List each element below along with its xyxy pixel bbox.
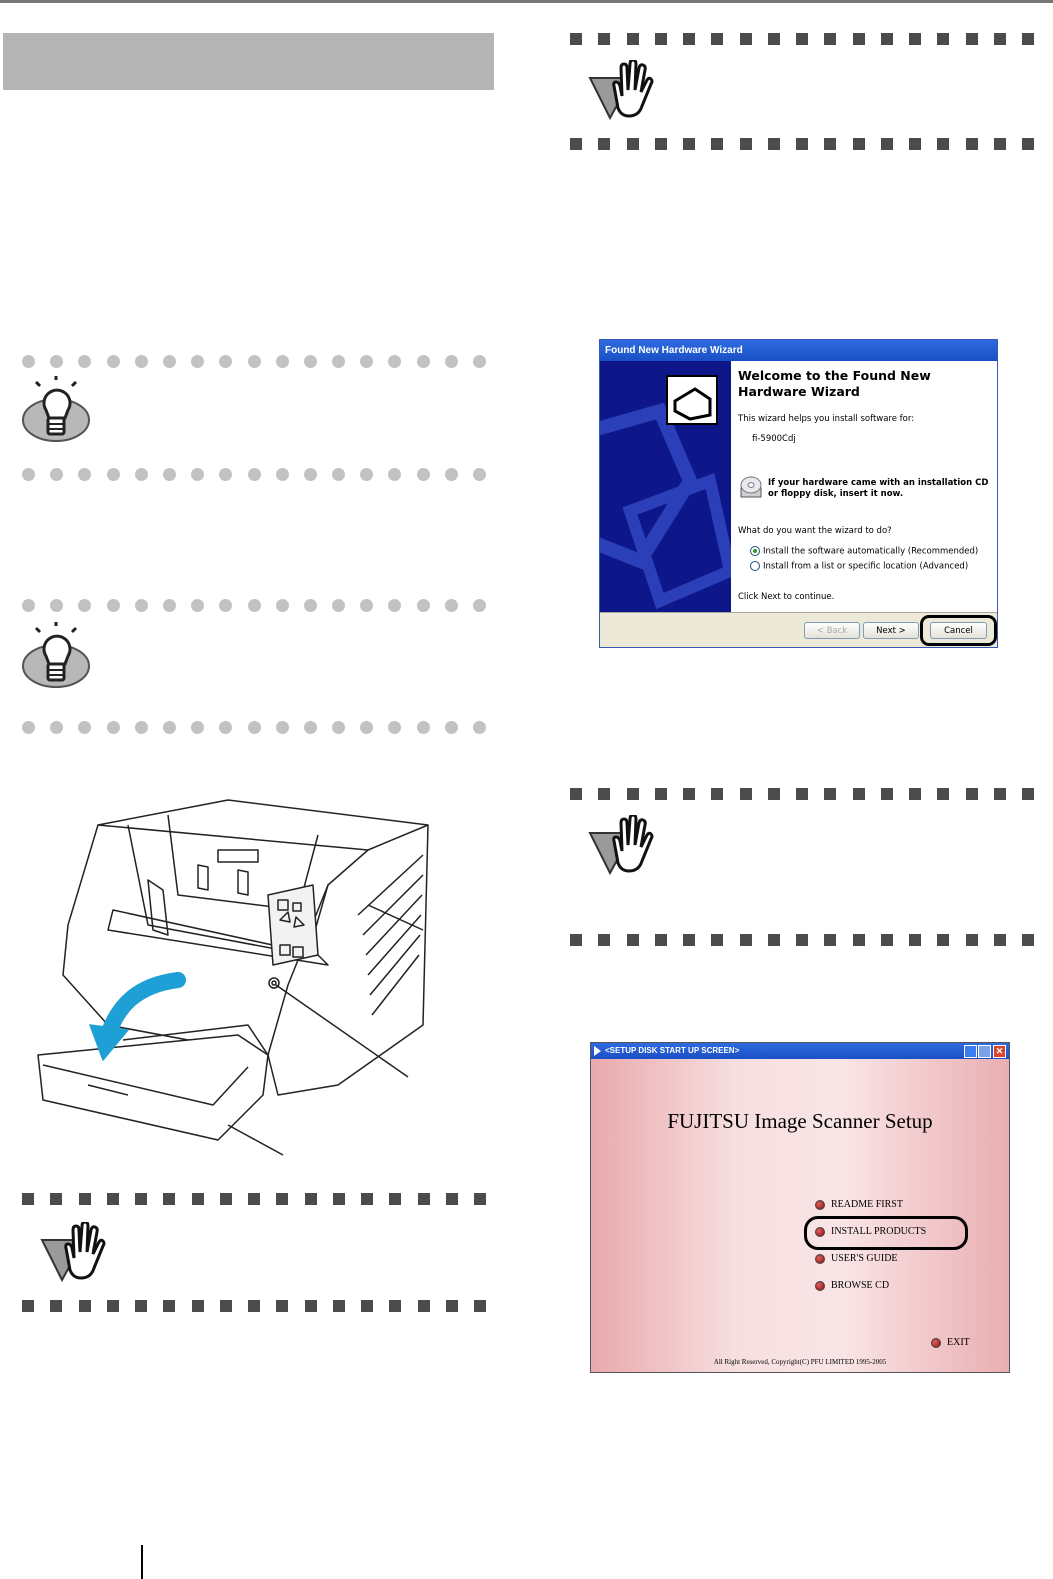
setup-title: FUJITSU Image Scanner Setup [667,1109,933,1133]
exit-button[interactable] [931,1337,970,1348]
hint-bottom-dots [22,467,486,481]
menu-users-guide[interactable] [815,1253,898,1264]
back-button[interactable]: < Back [804,622,860,639]
top-rule [0,0,1053,3]
menu-readme-first-label: README FIRST [831,1199,903,1210]
section-header-bar [3,33,494,90]
wizard-continue-text: Click Next to continue. [738,592,835,602]
page-footer-rule [141,1545,143,1579]
wizard-question: What do you want the wizard to do? [738,526,892,536]
setup-window-title: <SETUP DISK START UP SCREEN> [605,1046,740,1055]
setup-titlebar [591,1043,1009,1059]
radio-unselected-icon[interactable] [750,561,760,571]
next-button[interactable]: Next > [863,622,919,639]
scanner-illustration [28,795,438,1165]
menu-browse-cd[interactable] [815,1280,889,1291]
setup-copyright: All Right Reserved, Copyright(C) PFU LIMITED 1995-2005 [713,1358,887,1366]
right-caution-bottom-squares [570,138,1034,150]
wizard-device-name: fi-5900Cdj [752,434,796,444]
red-bullet-icon [931,1338,941,1348]
hint2-bottom-dots [22,720,486,734]
setup-disk-window [590,1042,1010,1373]
wizard-option-auto-label: Install the software automatically (Recommended) [763,546,979,557]
right-caution2-hand-icon [588,815,660,875]
hint2-lightbulb-icon [20,622,98,692]
found-new-hardware-wizard [599,339,998,648]
wizard-intro-text: This wizard helps you install software for: [738,414,915,424]
cancel-highlight-ring [920,615,997,646]
minimize-icon[interactable] [964,1045,977,1058]
wizard-titlebar: Found New Hardware Wizard [600,340,997,361]
menu-install-products-label: INSTALL PRODUCTS [831,1226,927,1237]
radio-selected-icon[interactable] [750,546,760,556]
menu-users-guide-label: USER'S GUIDE [831,1253,898,1264]
wizard-option-manual-label: Install from a list or specific location (Advanced) [763,561,969,572]
wizard-heading: Welcome to the Found New Hardware Wizard [738,368,931,399]
cd-drive-icon [739,474,763,500]
wizard-cd-prompt: If your hardware came with an installation CD or floppy disk, insert it now. [768,478,989,499]
wizard-side-graphic [600,361,731,612]
install-highlight-ring [804,1216,968,1250]
wizard-option-auto[interactable] [750,546,978,557]
close-icon[interactable]: ✕ [993,1045,1006,1058]
caution-hand-icon [40,1222,112,1282]
menu-browse-cd-label: BROWSE CD [831,1280,890,1291]
red-bullet-icon [815,1254,825,1264]
caution-top-squares [22,1193,486,1205]
right-caution2-top-squares [570,788,1034,800]
maximize-icon[interactable] [978,1045,991,1058]
menu-readme-first[interactable] [815,1199,903,1210]
cancel-button[interactable]: Cancel [930,622,987,639]
hint-lightbulb-icon [20,376,98,446]
hint-top-dots [22,354,486,368]
right-caution-hand-icon [588,60,660,120]
hint2-top-dots [22,598,486,612]
red-bullet-icon [815,1281,825,1291]
red-bullet-icon [815,1200,825,1210]
wizard-banner-icon [600,361,731,612]
play-icon [594,1046,601,1056]
wizard-option-manual[interactable] [750,561,968,572]
right-caution-top-squares [570,33,1034,45]
caution-bottom-squares [22,1300,486,1312]
right-caution2-bottom-squares [570,934,1034,946]
exit-label: EXIT [947,1337,970,1348]
